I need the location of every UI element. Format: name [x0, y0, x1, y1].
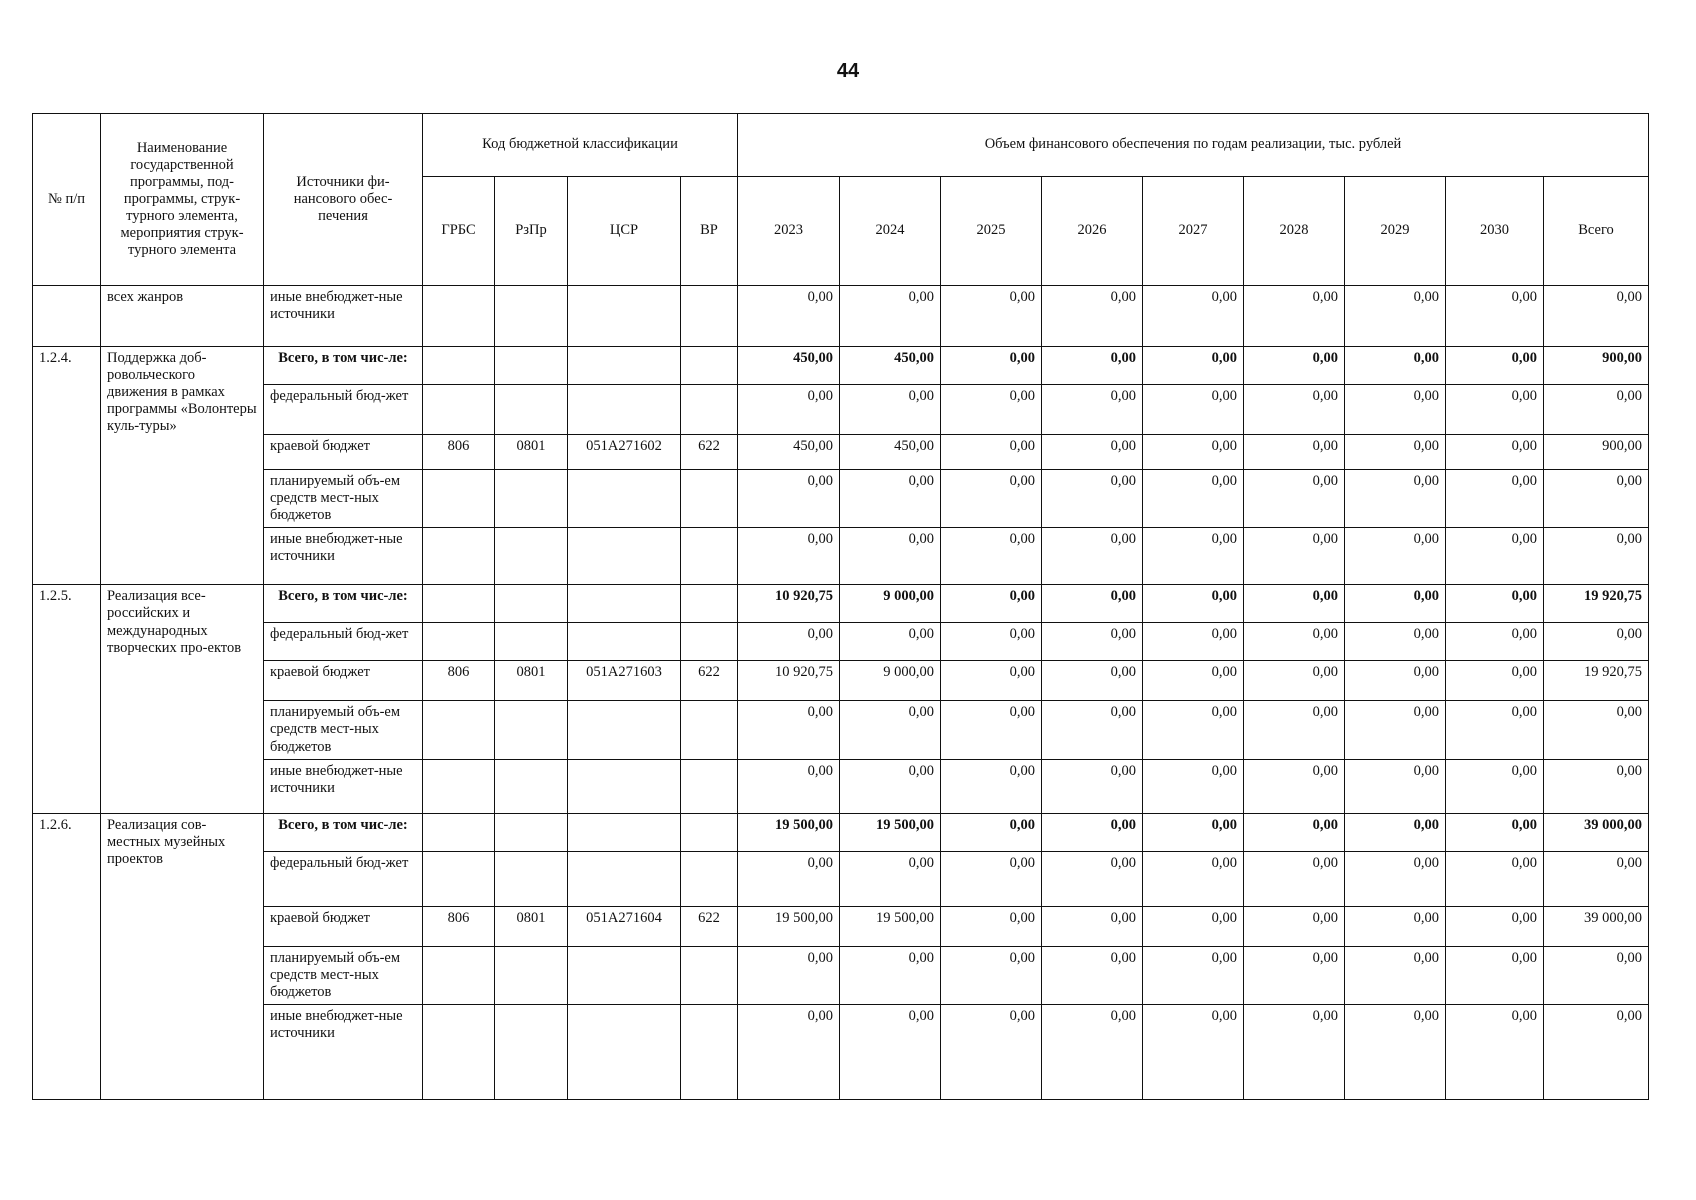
csr-code — [568, 470, 681, 528]
vr-code — [681, 470, 738, 528]
table-row — [33, 528, 1649, 585]
year-value: 0,00 — [1345, 813, 1446, 851]
year-value: 0,00 — [738, 623, 840, 661]
funding-source: краевой бюджет — [264, 661, 423, 701]
vr-code — [681, 813, 738, 851]
total-value: 0,00 — [1544, 851, 1649, 906]
year-value: 0,00 — [840, 385, 941, 435]
year-value: 0,00 — [1345, 906, 1446, 946]
year-value: 0,00 — [1345, 435, 1446, 470]
year-value: 0,00 — [1143, 435, 1244, 470]
year-value: 0,00 — [738, 286, 840, 347]
year-value: 450,00 — [840, 435, 941, 470]
grbs-code — [423, 385, 495, 435]
year-value: 0,00 — [840, 286, 941, 347]
year-value: 0,00 — [941, 946, 1042, 1004]
vr-code — [681, 385, 738, 435]
year-value: 19 500,00 — [840, 813, 941, 851]
year-value: 0,00 — [1244, 435, 1345, 470]
year-value: 0,00 — [1042, 286, 1143, 347]
total-value: 0,00 — [1544, 528, 1649, 585]
year-value: 0,00 — [1143, 385, 1244, 435]
header-year: 2025 — [941, 177, 1042, 286]
year-value: 450,00 — [840, 347, 941, 385]
table-row — [33, 851, 1649, 906]
header-year: 2023 — [738, 177, 840, 286]
year-value: 0,00 — [1345, 347, 1446, 385]
year-value: 0,00 — [1446, 347, 1544, 385]
header-rzpr: РзПр — [495, 177, 568, 286]
year-value: 0,00 — [1446, 470, 1544, 528]
year-value: 0,00 — [1244, 286, 1345, 347]
year-value: 0,00 — [1244, 385, 1345, 435]
year-value: 450,00 — [738, 435, 840, 470]
year-value: 0,00 — [941, 585, 1042, 623]
table-row — [33, 906, 1649, 946]
year-value: 0,00 — [941, 435, 1042, 470]
vr-code: 622 — [681, 435, 738, 470]
year-value: 0,00 — [1244, 470, 1345, 528]
year-value: 0,00 — [941, 347, 1042, 385]
table-row — [33, 701, 1649, 759]
vr-code — [681, 528, 738, 585]
total-value: 0,00 — [1544, 701, 1649, 759]
csr-code — [568, 385, 681, 435]
year-value: 0,00 — [1244, 528, 1345, 585]
grbs-code — [423, 1004, 495, 1099]
year-value: 19 500,00 — [840, 906, 941, 946]
year-value: 9 000,00 — [840, 585, 941, 623]
rzpr-code — [495, 759, 568, 813]
year-value: 0,00 — [738, 946, 840, 1004]
year-value: 0,00 — [840, 623, 941, 661]
page-number: 44 — [836, 60, 860, 82]
year-value: 0,00 — [1143, 851, 1244, 906]
grbs-code — [423, 946, 495, 1004]
year-value: 0,00 — [941, 470, 1042, 528]
year-value: 0,00 — [1345, 661, 1446, 701]
year-value: 0,00 — [1446, 701, 1544, 759]
year-value: 0,00 — [738, 701, 840, 759]
row-number: 1.2.5. — [33, 585, 101, 813]
table-row — [33, 623, 1649, 661]
header-year: 2026 — [1042, 177, 1143, 286]
year-value: 0,00 — [1143, 813, 1244, 851]
vr-code — [681, 286, 738, 347]
year-value: 0,00 — [1446, 286, 1544, 347]
table-row — [33, 385, 1649, 435]
grbs-code — [423, 623, 495, 661]
year-value: 0,00 — [840, 851, 941, 906]
year-value: 0,00 — [1143, 661, 1244, 701]
rzpr-code — [495, 470, 568, 528]
year-value: 0,00 — [1143, 286, 1244, 347]
year-value: 0,00 — [941, 385, 1042, 435]
year-value: 0,00 — [840, 470, 941, 528]
grbs-code — [423, 759, 495, 813]
rzpr-code — [495, 623, 568, 661]
vr-code — [681, 585, 738, 623]
year-value: 0,00 — [1244, 347, 1345, 385]
grbs-code: 806 — [423, 906, 495, 946]
year-value: 0,00 — [1042, 470, 1143, 528]
year-value: 0,00 — [1446, 759, 1544, 813]
year-value: 0,00 — [1244, 1004, 1345, 1099]
year-value: 0,00 — [941, 759, 1042, 813]
total-value: 0,00 — [1544, 385, 1649, 435]
year-value: 0,00 — [1042, 851, 1143, 906]
row-number — [33, 286, 101, 347]
total-value: 0,00 — [1544, 1004, 1649, 1099]
grbs-code — [423, 528, 495, 585]
year-value: 0,00 — [1446, 946, 1544, 1004]
total-value: 39 000,00 — [1544, 906, 1649, 946]
year-value: 0,00 — [1244, 623, 1345, 661]
vr-code — [681, 623, 738, 661]
header-vr: ВР — [681, 177, 738, 286]
rzpr-code: 0801 — [495, 906, 568, 946]
vr-code: 622 — [681, 906, 738, 946]
csr-code — [568, 701, 681, 759]
year-value: 0,00 — [840, 528, 941, 585]
year-value: 0,00 — [1042, 906, 1143, 946]
activity-name: всех жанров — [101, 286, 264, 347]
year-value: 0,00 — [1446, 1004, 1544, 1099]
funding-source: Всего, в том чис-ле: — [264, 585, 423, 623]
year-value: 0,00 — [1042, 623, 1143, 661]
year-value: 0,00 — [840, 701, 941, 759]
table-row — [33, 661, 1649, 701]
rzpr-code: 0801 — [495, 661, 568, 701]
funding-source: Всего, в том чис-ле: — [264, 347, 423, 385]
year-value: 0,00 — [1345, 585, 1446, 623]
funding-source: иные внебюджет-ные источники — [264, 286, 423, 347]
header-total: Всего — [1544, 177, 1649, 286]
rzpr-code — [495, 286, 568, 347]
year-value: 0,00 — [1042, 661, 1143, 701]
year-value: 0,00 — [1244, 851, 1345, 906]
year-value: 0,00 — [1446, 385, 1544, 435]
budget-table — [32, 113, 1649, 1100]
year-value: 0,00 — [1345, 701, 1446, 759]
csr-code — [568, 1004, 681, 1099]
rzpr-code — [495, 585, 568, 623]
csr-code — [568, 759, 681, 813]
grbs-code — [423, 585, 495, 623]
vr-code — [681, 347, 738, 385]
grbs-code — [423, 286, 495, 347]
year-value: 10 920,75 — [738, 661, 840, 701]
total-value: 900,00 — [1544, 435, 1649, 470]
total-value: 19 920,75 — [1544, 585, 1649, 623]
year-value: 0,00 — [1143, 347, 1244, 385]
year-value: 0,00 — [1446, 851, 1544, 906]
grbs-code: 806 — [423, 661, 495, 701]
year-value: 0,00 — [1143, 906, 1244, 946]
year-value: 0,00 — [738, 470, 840, 528]
csr-code — [568, 585, 681, 623]
grbs-code — [423, 813, 495, 851]
year-value: 0,00 — [941, 623, 1042, 661]
year-value: 0,00 — [1143, 585, 1244, 623]
header-code-group: Код бюджетной классификации — [423, 114, 738, 177]
funding-source: краевой бюджет — [264, 906, 423, 946]
year-value: 19 500,00 — [738, 813, 840, 851]
year-value: 0,00 — [1345, 470, 1446, 528]
year-value: 0,00 — [840, 759, 941, 813]
table-row — [33, 286, 1649, 347]
table-row — [33, 435, 1649, 470]
row-number: 1.2.4. — [33, 347, 101, 585]
table-row — [33, 813, 1649, 851]
year-value: 0,00 — [1345, 759, 1446, 813]
year-value: 0,00 — [1143, 946, 1244, 1004]
header-year: 2027 — [1143, 177, 1244, 286]
table-row — [33, 585, 1649, 623]
year-value: 10 920,75 — [738, 585, 840, 623]
year-value: 0,00 — [1244, 906, 1345, 946]
header-volume-group: Объем финансового обеспечения по годам реализации, тыс. рублей — [738, 114, 1649, 177]
funding-source: Всего, в том чис-ле: — [264, 813, 423, 851]
grbs-code: 806 — [423, 435, 495, 470]
vr-code — [681, 851, 738, 906]
year-value: 0,00 — [1244, 661, 1345, 701]
header-row-1 — [33, 114, 1649, 177]
funding-source: иные внебюджет-ные источники — [264, 528, 423, 585]
year-value: 9 000,00 — [840, 661, 941, 701]
rzpr-code: 0801 — [495, 435, 568, 470]
year-value: 0,00 — [1446, 528, 1544, 585]
grbs-code — [423, 851, 495, 906]
year-value: 0,00 — [1446, 585, 1544, 623]
year-value: 0,00 — [1042, 1004, 1143, 1099]
year-value: 0,00 — [1345, 851, 1446, 906]
funding-source: иные внебюджет-ные источники — [264, 759, 423, 813]
year-value: 0,00 — [1042, 347, 1143, 385]
csr-code — [568, 851, 681, 906]
funding-source: планируемый объ-ем средств мест-ных бюджетов — [264, 701, 423, 759]
total-value: 0,00 — [1544, 470, 1649, 528]
activity-name: Реализация все-российских и международных творческих про-ектов — [101, 585, 264, 813]
funding-source: иные внебюджет-ные источники — [264, 1004, 423, 1099]
year-value: 450,00 — [738, 347, 840, 385]
csr-code — [568, 286, 681, 347]
vr-code — [681, 946, 738, 1004]
rzpr-code — [495, 813, 568, 851]
year-value: 0,00 — [1042, 385, 1143, 435]
row-number: 1.2.6. — [33, 813, 101, 1099]
year-value: 0,00 — [1244, 585, 1345, 623]
year-value: 0,00 — [1042, 701, 1143, 759]
year-value: 0,00 — [941, 528, 1042, 585]
year-value: 0,00 — [738, 528, 840, 585]
year-value: 0,00 — [738, 385, 840, 435]
total-value: 0,00 — [1544, 946, 1649, 1004]
grbs-code — [423, 347, 495, 385]
year-value: 0,00 — [1244, 701, 1345, 759]
header-csr: ЦСР — [568, 177, 681, 286]
year-value: 0,00 — [1042, 585, 1143, 623]
year-value: 0,00 — [941, 1004, 1042, 1099]
rzpr-code — [495, 528, 568, 585]
year-value: 0,00 — [941, 661, 1042, 701]
year-value: 0,00 — [1446, 813, 1544, 851]
year-value: 0,00 — [1143, 1004, 1244, 1099]
csr-code — [568, 946, 681, 1004]
year-value: 0,00 — [1042, 528, 1143, 585]
header-num: № п/п — [33, 114, 101, 286]
year-value: 0,00 — [1143, 528, 1244, 585]
year-value: 0,00 — [1446, 435, 1544, 470]
csr-code: 051А271602 — [568, 435, 681, 470]
grbs-code — [423, 701, 495, 759]
csr-code — [568, 528, 681, 585]
funding-source: краевой бюджет — [264, 435, 423, 470]
rzpr-code — [495, 701, 568, 759]
table-row — [33, 1004, 1649, 1099]
total-value: 19 920,75 — [1544, 661, 1649, 701]
funding-source: федеральный бюд-жет — [264, 851, 423, 906]
rzpr-code — [495, 851, 568, 906]
table-row — [33, 759, 1649, 813]
rzpr-code — [495, 347, 568, 385]
year-value: 0,00 — [1042, 946, 1143, 1004]
rzpr-code — [495, 1004, 568, 1099]
year-value: 0,00 — [941, 851, 1042, 906]
year-value: 0,00 — [941, 813, 1042, 851]
total-value: 900,00 — [1544, 347, 1649, 385]
year-value: 0,00 — [1143, 759, 1244, 813]
year-value: 0,00 — [738, 759, 840, 813]
rzpr-code — [495, 385, 568, 435]
header-year: 2024 — [840, 177, 941, 286]
year-value: 0,00 — [1345, 528, 1446, 585]
year-value: 0,00 — [1345, 385, 1446, 435]
year-value: 0,00 — [941, 701, 1042, 759]
funding-source: планируемый объ-ем средств мест-ных бюджетов — [264, 946, 423, 1004]
table-row — [33, 470, 1649, 528]
funding-source: федеральный бюд-жет — [264, 385, 423, 435]
year-value: 0,00 — [840, 946, 941, 1004]
year-value: 0,00 — [1446, 661, 1544, 701]
year-value: 0,00 — [1143, 701, 1244, 759]
year-value: 0,00 — [1143, 470, 1244, 528]
header-source: Источники фи-нансового обес-печения — [264, 114, 423, 286]
total-value: 0,00 — [1544, 623, 1649, 661]
table-row — [33, 946, 1649, 1004]
year-value: 0,00 — [1446, 906, 1544, 946]
year-value: 0,00 — [1345, 946, 1446, 1004]
activity-name: Поддержка доб-ровольческого движения в рамках программы «Волонтеры куль-туры» — [101, 347, 264, 585]
funding-source: планируемый объ-ем средств мест-ных бюджетов — [264, 470, 423, 528]
csr-code — [568, 813, 681, 851]
header-name: Наименование государственной программы, под-программы, струк-турного элемента, мероприятия струк-турного элемента — [101, 114, 264, 286]
total-value: 0,00 — [1544, 759, 1649, 813]
vr-code — [681, 1004, 738, 1099]
vr-code — [681, 759, 738, 813]
year-value: 0,00 — [1244, 813, 1345, 851]
header-year: 2030 — [1446, 177, 1544, 286]
header-year: 2029 — [1345, 177, 1446, 286]
vr-code — [681, 701, 738, 759]
year-value: 0,00 — [1244, 759, 1345, 813]
activity-name: Реализация сов-местных музейных проектов — [101, 813, 264, 1099]
year-value: 0,00 — [1244, 946, 1345, 1004]
csr-code: 051А271603 — [568, 661, 681, 701]
year-value: 0,00 — [1345, 286, 1446, 347]
csr-code: 051А271604 — [568, 906, 681, 946]
year-value: 0,00 — [1042, 813, 1143, 851]
year-value: 0,00 — [1042, 435, 1143, 470]
year-value: 0,00 — [1143, 623, 1244, 661]
year-value: 0,00 — [1345, 623, 1446, 661]
total-value: 39 000,00 — [1544, 813, 1649, 851]
year-value: 0,00 — [840, 1004, 941, 1099]
table-row — [33, 347, 1649, 385]
total-value: 0,00 — [1544, 286, 1649, 347]
year-value: 19 500,00 — [738, 906, 840, 946]
year-value: 0,00 — [1446, 623, 1544, 661]
header-year: 2028 — [1244, 177, 1345, 286]
funding-source: федеральный бюд-жет — [264, 623, 423, 661]
rzpr-code — [495, 946, 568, 1004]
csr-code — [568, 347, 681, 385]
year-value: 0,00 — [738, 851, 840, 906]
csr-code — [568, 623, 681, 661]
grbs-code — [423, 470, 495, 528]
year-value: 0,00 — [941, 286, 1042, 347]
year-value: 0,00 — [1345, 1004, 1446, 1099]
header-grbs: ГРБС — [423, 177, 495, 286]
year-value: 0,00 — [1042, 759, 1143, 813]
year-value: 0,00 — [941, 906, 1042, 946]
year-value: 0,00 — [738, 1004, 840, 1099]
vr-code: 622 — [681, 661, 738, 701]
